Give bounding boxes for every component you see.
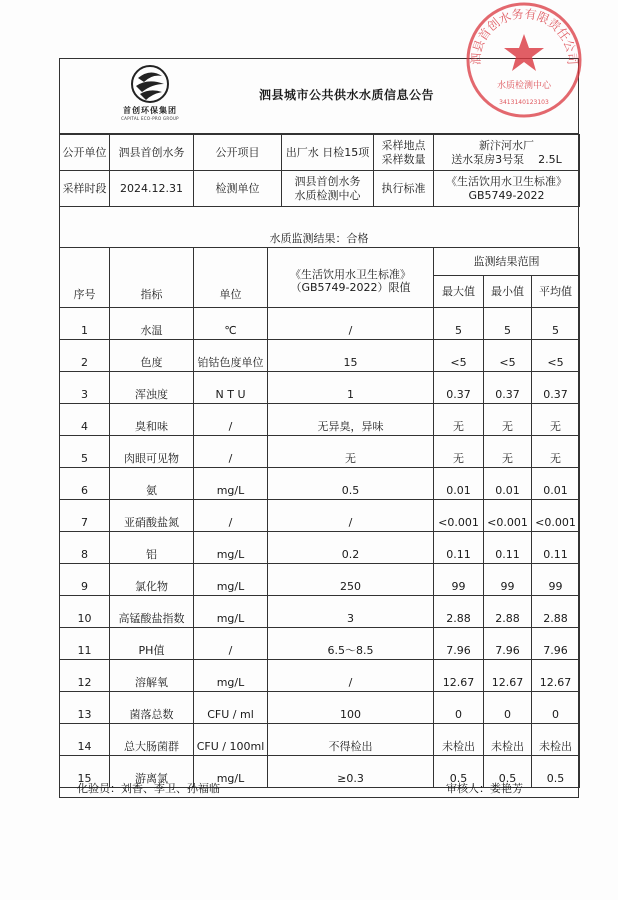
- row-unit: /: [194, 404, 268, 436]
- results-table-body: [60, 308, 580, 788]
- info-row-1: [60, 135, 580, 171]
- row-limit: 无异臭，异味: [268, 404, 434, 436]
- row-indicator: 肉眼可见物: [110, 436, 194, 468]
- row-limit: /: [268, 308, 434, 340]
- row-max: 0.01: [434, 468, 484, 500]
- table-row: [60, 724, 580, 756]
- logo-chinese-text: 首创环保集团: [123, 106, 177, 115]
- row-unit: CFU / 100ml: [194, 724, 268, 756]
- row-max: 12.67: [434, 660, 484, 692]
- row-max: <5: [434, 340, 484, 372]
- header-limit-line-1: 《生活饮用水卫生标准》: [290, 267, 411, 281]
- row-max: 未检出: [434, 724, 484, 756]
- row-indicator: 水温: [110, 308, 194, 340]
- row-max: 无: [434, 404, 484, 436]
- row-limit: 0.5: [268, 468, 434, 500]
- row-unit: ℃: [194, 308, 268, 340]
- row-no: 11: [60, 628, 110, 660]
- table-row: [60, 468, 580, 500]
- table-row: [60, 532, 580, 564]
- row-avg: <0.001: [532, 500, 580, 532]
- row-indicator: 总大肠菌群: [110, 724, 194, 756]
- row-no: 14: [60, 724, 110, 756]
- row-min: <5: [484, 340, 532, 372]
- row-max: 7.96: [434, 628, 484, 660]
- row-limit: /: [268, 500, 434, 532]
- row-max: 无: [434, 436, 484, 468]
- header-avg: 平均值: [532, 276, 580, 308]
- row-limit: ≥0.3: [268, 756, 434, 788]
- row-indicator: PH值: [110, 628, 194, 660]
- svg-text:泗县首创水务有限责任公司: 泗县首创水务有限责任公司: [468, 6, 580, 66]
- site-label-line-2: 采样数量: [381, 152, 426, 166]
- row-min: 7.96: [484, 628, 532, 660]
- logo-swirl-icon: [130, 64, 170, 104]
- row-no: 1: [60, 308, 110, 340]
- table-row: [60, 340, 580, 372]
- row-unit: N T U: [194, 372, 268, 404]
- row-avg: 7.96: [532, 628, 580, 660]
- header-indicator: 指标: [110, 248, 194, 308]
- row-indicator: 臭和味: [110, 404, 194, 436]
- table-row: [60, 596, 580, 628]
- row-min: 0.01: [484, 468, 532, 500]
- row-limit: 0.2: [268, 532, 434, 564]
- company-logo: [111, 64, 189, 128]
- row-limit: 15: [268, 340, 434, 372]
- svg-text:水质检测中心: 水质检测中心: [496, 81, 552, 91]
- row-unit: /: [194, 436, 268, 468]
- row-no: 5: [60, 436, 110, 468]
- test-unit-value-line-2: 水质检测中心: [294, 188, 361, 202]
- table-row: [60, 628, 580, 660]
- row-unit: mg/L: [194, 596, 268, 628]
- site-value: [434, 135, 580, 171]
- row-unit: /: [194, 500, 268, 532]
- row-max: 0.11: [434, 532, 484, 564]
- results-table: [59, 247, 580, 788]
- standard-value-line-1: 《生活饮用水卫生标准》: [446, 174, 567, 188]
- row-limit: 不得检出: [268, 724, 434, 756]
- site-label: [374, 135, 434, 171]
- row-indicator: 氨: [110, 468, 194, 500]
- row-limit: 3: [268, 596, 434, 628]
- table-row: [60, 692, 580, 724]
- row-unit: CFU / ml: [194, 692, 268, 724]
- row-unit: mg/L: [194, 468, 268, 500]
- page-title: 泗县城市公共供水水质信息公告: [259, 88, 435, 102]
- row-unit: mg/L: [194, 532, 268, 564]
- site-value-line-2: 送水泵房3号泵 2.5L: [451, 152, 562, 166]
- row-avg: 0.5: [532, 756, 580, 788]
- row-min: 无: [484, 436, 532, 468]
- row-avg: 2.88: [532, 596, 580, 628]
- row-avg: 未检出: [532, 724, 580, 756]
- row-indicator: 铝: [110, 532, 194, 564]
- row-unit: /: [194, 628, 268, 660]
- row-avg: 无: [532, 404, 580, 436]
- row-indicator: 浑浊度: [110, 372, 194, 404]
- row-no: 6: [60, 468, 110, 500]
- row-min: 0.5: [484, 756, 532, 788]
- row-max: 0.5: [434, 756, 484, 788]
- standard-label: 执行标准: [374, 171, 434, 207]
- row-no: 13: [60, 692, 110, 724]
- row-avg: 5: [532, 308, 580, 340]
- test-unit-value-line-1: 泗县首创水务: [294, 174, 361, 188]
- row-no: 4: [60, 404, 110, 436]
- item-value: 出厂水 日检15项: [282, 135, 374, 171]
- result-row: [59, 204, 579, 248]
- info-table: [59, 134, 580, 207]
- row-avg: 0: [532, 692, 580, 724]
- row-min: 0.37: [484, 372, 532, 404]
- row-no: 15: [60, 756, 110, 788]
- header-limit-line-2: （GB5749-2022）限值: [290, 280, 411, 294]
- seal-star-icon: [504, 34, 544, 71]
- row-avg: <5: [532, 340, 580, 372]
- row-indicator: 色度: [110, 340, 194, 372]
- row-no: 9: [60, 564, 110, 596]
- row-avg: 0.11: [532, 532, 580, 564]
- row-max: <0.001: [434, 500, 484, 532]
- unit-value: 泗县首创水务: [110, 135, 194, 171]
- row-unit: mg/L: [194, 564, 268, 596]
- official-seal: [452, 0, 592, 122]
- row-min: 2.88: [484, 596, 532, 628]
- header-max: 最大值: [434, 276, 484, 308]
- row-no: 3: [60, 372, 110, 404]
- header-min: 最小值: [484, 276, 532, 308]
- header-limit: [268, 248, 434, 308]
- row-min: 未检出: [484, 724, 532, 756]
- table-row: [60, 564, 580, 596]
- row-indicator: 溶解氧: [110, 660, 194, 692]
- row-avg: 无: [532, 436, 580, 468]
- row-unit: mg/L: [194, 660, 268, 692]
- row-min: 0: [484, 692, 532, 724]
- test-unit-label: 检测单位: [194, 171, 282, 207]
- table-row: [60, 500, 580, 532]
- row-indicator: 游离氯: [110, 756, 194, 788]
- row-max: 5: [434, 308, 484, 340]
- table-row: [60, 436, 580, 468]
- row-max: 2.88: [434, 596, 484, 628]
- standard-value-line-2: GB5749-2022: [468, 188, 545, 202]
- test-unit-value: [282, 171, 374, 207]
- row-max: 0: [434, 692, 484, 724]
- row-limit: 250: [268, 564, 434, 596]
- svg-text:3413140123103: 3413140123103: [499, 99, 549, 106]
- row-indicator: 菌落总数: [110, 692, 194, 724]
- row-no: 2: [60, 340, 110, 372]
- row-min: 无: [484, 404, 532, 436]
- logo-english-text: CAPITAL ECO-PRO GROUP: [121, 116, 179, 121]
- row-limit: /: [268, 660, 434, 692]
- row-avg: 0.01: [532, 468, 580, 500]
- result-text: 水质监测结果：合格: [269, 232, 369, 245]
- info-row-2: [60, 171, 580, 207]
- table-row: [60, 660, 580, 692]
- table-row: [60, 404, 580, 436]
- row-min: 12.67: [484, 660, 532, 692]
- row-limit: 6.5～8.5: [268, 628, 434, 660]
- row-limit: 无: [268, 436, 434, 468]
- row-limit: 100: [268, 692, 434, 724]
- row-indicator: 高锰酸盐指数: [110, 596, 194, 628]
- row-max: 0.37: [434, 372, 484, 404]
- site-label-line-1: 采样地点: [381, 138, 426, 152]
- row-max: 99: [434, 564, 484, 596]
- row-unit: 铂钴色度单位: [194, 340, 268, 372]
- row-no: 7: [60, 500, 110, 532]
- row-min: <0.001: [484, 500, 532, 532]
- table-row: [60, 372, 580, 404]
- row-indicator: 亚硝酸盐氮: [110, 500, 194, 532]
- row-avg: 12.67: [532, 660, 580, 692]
- standard-value: [434, 171, 580, 207]
- item-label: 公开项目: [194, 135, 282, 171]
- unit-label: 公开单位: [60, 135, 110, 171]
- row-unit: mg/L: [194, 756, 268, 788]
- tester-line: 化验员：刘香、李卫、孙福临: [77, 782, 220, 795]
- row-no: 12: [60, 660, 110, 692]
- header-unit: 单位: [194, 248, 268, 308]
- row-avg: 99: [532, 564, 580, 596]
- table-header-row-1: [60, 248, 580, 276]
- table-row: [60, 308, 580, 340]
- header-range: 监测结果范围: [434, 248, 580, 276]
- time-label: 采样时段: [60, 171, 110, 207]
- row-limit: 1: [268, 372, 434, 404]
- row-no: 10: [60, 596, 110, 628]
- site-value-line-1: 新汴河水厂: [479, 138, 534, 152]
- reviewer-line: 审核人：娄艳芳: [446, 782, 523, 795]
- header-no: 序号: [60, 248, 110, 308]
- row-indicator: 氯化物: [110, 564, 194, 596]
- time-value: 2024.12.31: [110, 171, 194, 207]
- row-no: 8: [60, 532, 110, 564]
- row-min: 99: [484, 564, 532, 596]
- row-avg: 0.37: [532, 372, 580, 404]
- row-min: 5: [484, 308, 532, 340]
- row-min: 0.11: [484, 532, 532, 564]
